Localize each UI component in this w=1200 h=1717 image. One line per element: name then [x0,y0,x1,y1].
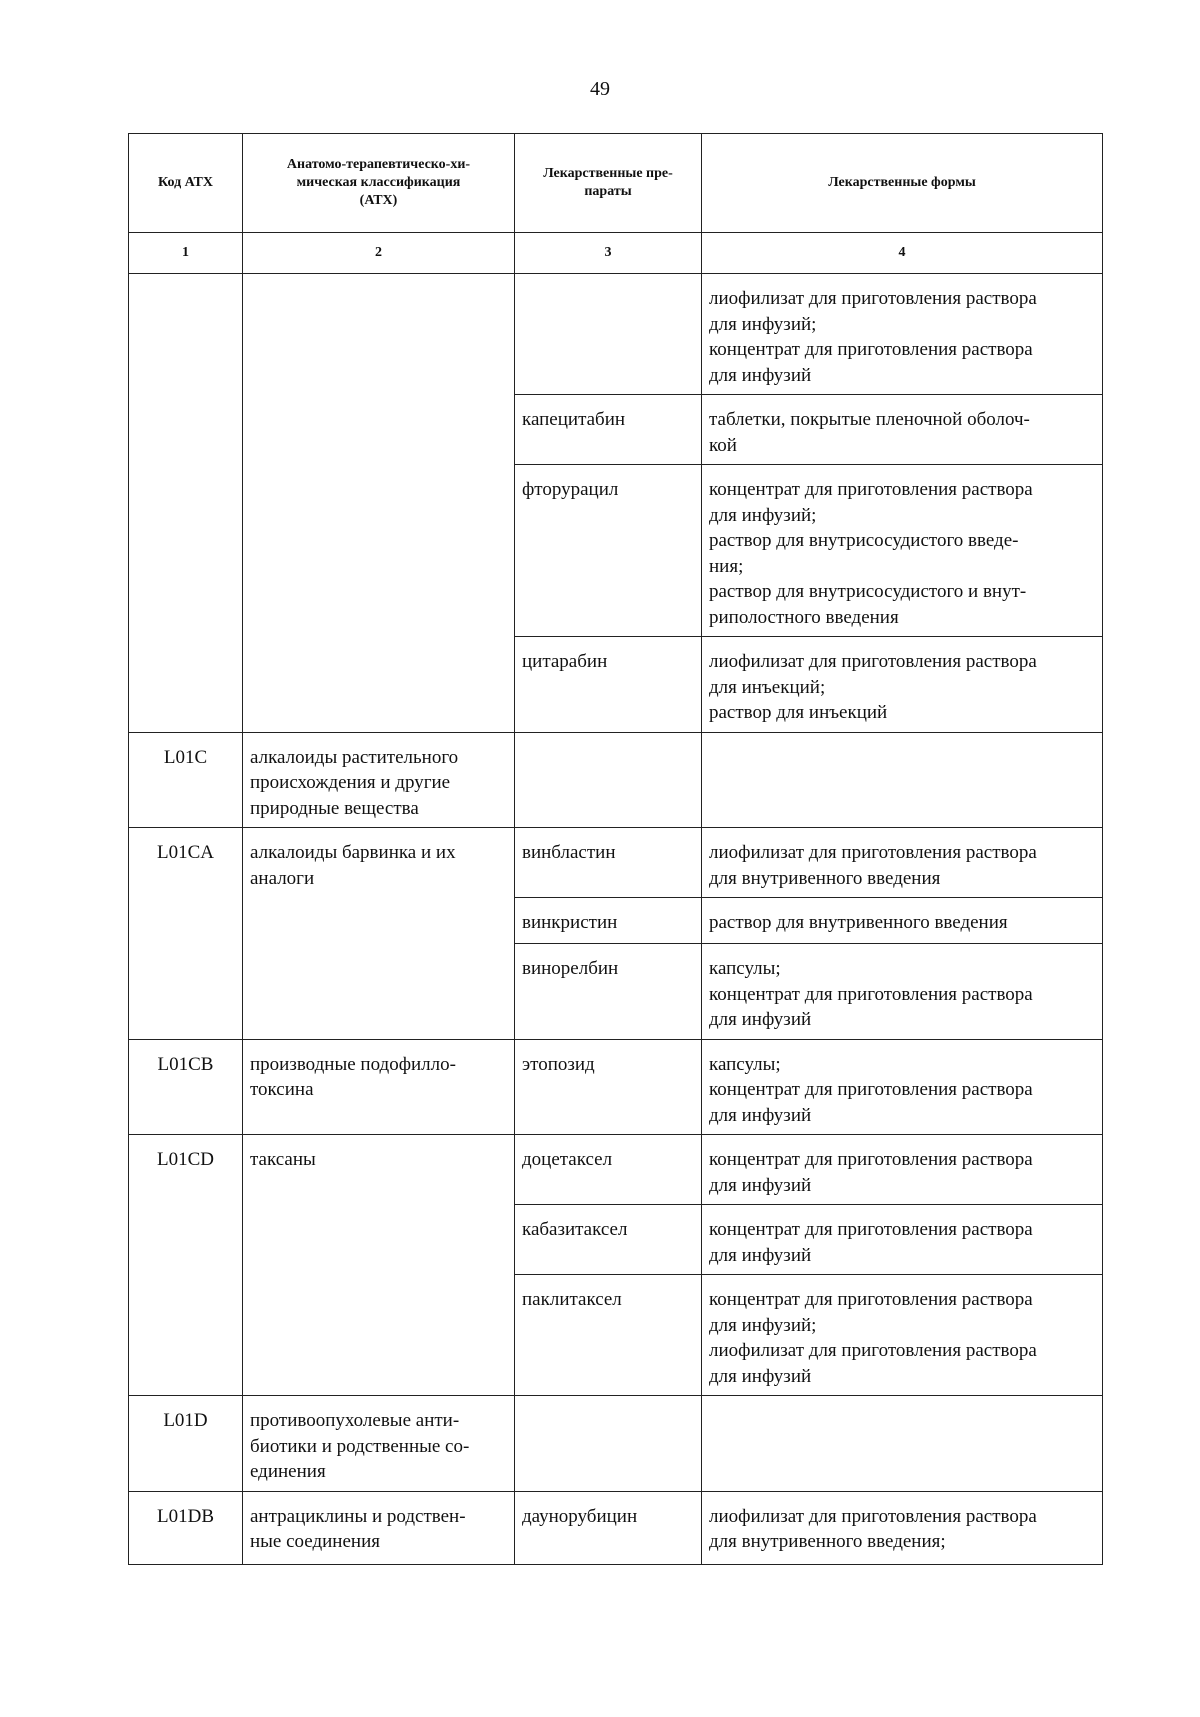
drug-cell: винбластин [515,828,702,898]
drug-cell: цитарабин [515,637,702,733]
drug-cell: даунорубицин [515,1491,702,1564]
classification-cell: противоопухолевые анти- биотики и родственные со- единения [243,1396,515,1492]
atx-code-cell: L01CA [129,828,243,1040]
atx-code-cell: L01D [129,1396,243,1492]
drug-cell: паклитаксел [515,1275,702,1396]
atx-code-cell: L01CB [129,1039,243,1135]
column-number: 1 [129,233,243,274]
atx-code-cell: L01C [129,732,243,828]
column-number: 3 [515,233,702,274]
page-number: 49 [590,78,610,100]
header-forms: Лекарственные формы [702,134,1103,233]
drug-cell: кабазитаксел [515,1205,702,1275]
table-row [129,732,1103,828]
forms-cell [702,1396,1103,1492]
table-row [129,1396,1103,1492]
forms-cell: концентрат для приготовления раствора для инфузий [702,1135,1103,1205]
drug-cell: фторурацил [515,465,702,637]
drug-cell: винкристин [515,898,702,944]
atx-code-cell: L01CD [129,1135,243,1396]
forms-cell: таблетки, покрытые пленочной оболоч- кой [702,395,1103,465]
classification-cell: антрациклины и родствен- ные соединения [243,1491,515,1564]
atx-code-cell: L01DB [129,1491,243,1564]
table-header-row [129,134,1103,233]
forms-cell: капсулы; концентрат для приготовления раствора для инфузий [702,944,1103,1040]
table-row [129,1491,1103,1564]
header-code: Код АТХ [129,134,243,233]
forms-cell: концентрат для приготовления раствора для инфузий; раствор для внутрисосудистого введе- ния; раствор для внутрисосудистого и внут- риполостного введения [702,465,1103,637]
classification-cell [243,274,515,733]
classification-cell: производные подофилло- токсина [243,1039,515,1135]
column-number-row [129,233,1103,274]
table-row [129,1039,1103,1135]
drug-cell [515,1396,702,1492]
forms-cell: раствор для внутривенного введения [702,898,1103,944]
classification-cell: алкалоиды барвинка и их аналоги [243,828,515,1040]
forms-cell: капсулы; концентрат для приготовления раствора для инфузий [702,1039,1103,1135]
drug-cell: винорелбин [515,944,702,1040]
classification-cell: таксаны [243,1135,515,1396]
table-row [129,1135,1103,1205]
column-number: 2 [243,233,515,274]
column-number: 4 [702,233,1103,274]
drug-cell [515,274,702,395]
forms-cell: лиофилизат для приготовления раствора для инъекций; раствор для инъекций [702,637,1103,733]
forms-cell [702,732,1103,828]
atx-code-cell [129,274,243,733]
forms-cell: лиофилизат для приготовления раствора для внутривенного введения; [702,1491,1103,1564]
header-drugs: Лекарственные пре- параты [515,134,702,233]
forms-cell: концентрат для приготовления раствора для инфузий; лиофилизат для приготовления раствора для инфузий [702,1275,1103,1396]
drug-cell: этопозид [515,1039,702,1135]
table-row [129,828,1103,898]
header-classification: Анатомо-терапевтическо-хи- мическая классификация (АТХ) [243,134,515,233]
drug-cell [515,732,702,828]
drug-cell: капецитабин [515,395,702,465]
forms-cell: лиофилизат для приготовления раствора для внутривенного введения [702,828,1103,898]
drug-cell: доцетаксел [515,1135,702,1205]
classification-cell: алкалоиды растительного происхождения и другие природные вещества [243,732,515,828]
forms-cell: концентрат для приготовления раствора для инфузий [702,1205,1103,1275]
forms-cell: лиофилизат для приготовления раствора для инфузий; концентрат для приготовления раствора для инфузий [702,274,1103,395]
atx-drug-table [128,133,1103,1565]
table-row [129,274,1103,395]
